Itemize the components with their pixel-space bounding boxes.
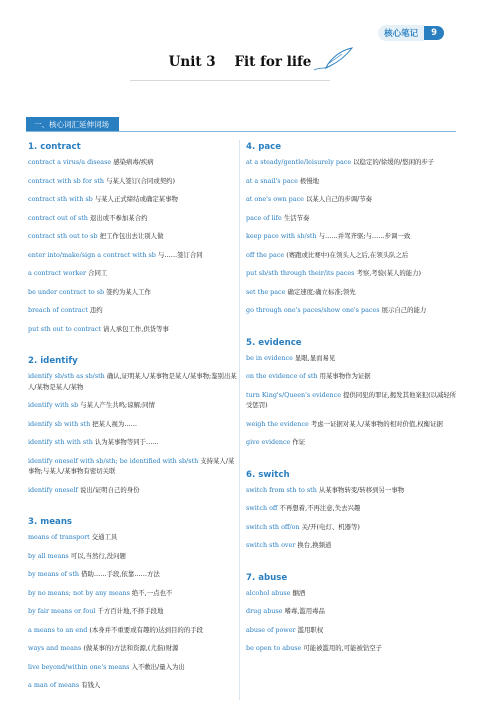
phrase-entry (246, 606, 462, 617)
phrase-entry (28, 419, 240, 430)
phrase-chinese: 有钱人 (81, 681, 101, 689)
phrase-chinese: 考虑一证据对某人/某事物的相对价值,权衡证据 (310, 419, 443, 428)
phrase-chinese: 换台,换频道 (297, 541, 332, 549)
phrase-entry (246, 540, 462, 551)
phrase-english: live beyond/within one's means (28, 662, 132, 671)
section-divider (26, 131, 456, 132)
phrase-chinese: (本身并不重要或有趣的)达到目的的手段 (89, 625, 203, 634)
phrase-entry (28, 456, 240, 477)
phrase-entry (246, 625, 462, 636)
phrase-english: a means to an end (28, 625, 90, 634)
phrase-chinese: 感染病毒/疾病 (113, 158, 154, 166)
entry-group-title: 4. pace (246, 142, 282, 152)
header-label: 核心笔记 (378, 25, 424, 41)
phrase-entry (28, 305, 240, 316)
phrase-entry (28, 176, 240, 187)
phrase-chinese: 提供同犯的罪证,揭发其他案犯(以减轻所受惩罚) (246, 390, 457, 409)
phrase-english: be in evidence (246, 353, 295, 362)
phrase-chinese: 支持某人/某事物;与某人/某事物有密切关联 (28, 456, 235, 475)
phrase-english: means of transport (28, 533, 92, 541)
phrase-entry (246, 250, 462, 261)
phrase-entry (28, 400, 240, 411)
phrase-entry (28, 662, 240, 673)
phrase-english: on the evidence of sth (246, 372, 320, 380)
phrase-chinese: 从某事物转变/转移到另一事物 (318, 485, 405, 494)
phrase-english: by means of sth (28, 570, 82, 578)
phrase-chinese: (赛跑或比赛中)在领头人之后,在领头队之后 (286, 250, 409, 259)
phrase-english: a contract worker (28, 269, 89, 277)
phrase-chinese: 生活节奏 (283, 213, 310, 222)
phrase-english: switch sth off/on (246, 522, 302, 531)
phrase-chinese: 滥用职权 (297, 625, 324, 634)
phrase-entry (246, 437, 462, 448)
phrase-english: contract with sb for sth (28, 176, 107, 185)
phrase-entry (28, 588, 240, 599)
phrase-english: identify sb with sth (28, 419, 93, 428)
phrase-chinese: 签约为某人工作 (106, 287, 151, 296)
phrase-chinese: 确定速度;确立标准;领先 (287, 287, 356, 296)
phrase-chinese: 把工作包出去让别人做 (99, 232, 164, 240)
phrase-entry (246, 287, 462, 298)
title-underline (130, 80, 330, 81)
phrase-chinese: 与某人正式缔结或确定某事物 (94, 195, 178, 203)
phrase-english: contract sth with sb (28, 195, 95, 203)
entry-group-title: 1. contract (28, 142, 81, 152)
page-header-tab (378, 24, 444, 41)
phrase-chinese: 以稳定的/徐缓的/悠闲的步子 (353, 158, 435, 166)
phrase-entry (28, 213, 240, 224)
phrase-entry (28, 231, 240, 242)
phrase-chinese: 确认,证明某人/某事物是某人/某事物;鉴别出某人/某物是某人/某物 (28, 372, 237, 391)
phrase-english: at one's own pace (246, 195, 306, 203)
phrase-entry (246, 194, 462, 205)
entry-group-title: 2. identify (28, 356, 78, 366)
phrase-english: contract out of sth (28, 213, 90, 222)
phrase-english: identify sth with sth (28, 438, 95, 446)
phrase-chinese: 与……签订合同 (157, 250, 203, 259)
phrase-chinese: 与某人签订(合同或契约) (106, 176, 175, 185)
phrase-entry (246, 176, 462, 187)
phrase-entry (28, 157, 240, 168)
phrase-entry (246, 485, 462, 496)
phrase-english: switch from sth to sth (246, 485, 319, 494)
phrase-chinese: 不再想着,不再注意,失去兴趣 (279, 504, 361, 512)
phrase-english: switch sth over (246, 541, 298, 549)
phrase-english: abuse of power (246, 625, 298, 634)
entry-group-title: 5. evidence (246, 337, 302, 348)
phrase-chinese: 关/开(电灯、机器等) (301, 522, 360, 531)
phrase-chinese: 退出或不参加某合约 (89, 213, 148, 222)
phrase-chinese: 与某人产生共鸣;谅解;同情 (80, 401, 155, 409)
entry-group-title: 7. abuse (246, 572, 288, 583)
phrase-entry (28, 287, 240, 298)
phrase-english: identify oneself with sb/sth; be identified with sb/sth (28, 456, 201, 465)
quill-icon (312, 46, 354, 72)
phrase-entry (28, 485, 240, 496)
phrase-entry (246, 371, 462, 382)
phrase-chinese: 认为某事物等同于…… (94, 438, 159, 446)
phrase-entry (28, 606, 240, 617)
phrase-chinese: 合同工 (88, 269, 108, 277)
phrase-chinese: 借助……手段,依靠……方法 (81, 570, 160, 578)
phrase-english: keep pace with sb/sth (246, 232, 319, 240)
phrase-entry (246, 522, 462, 533)
phrase-entry (28, 194, 240, 205)
phrase-chinese: 以某人自己的步调/节奏 (305, 195, 373, 203)
section-heading: 一、核心词汇延伸词场 (26, 117, 119, 132)
phrase-english: give evidence (246, 438, 293, 446)
phrase-entry (246, 390, 462, 411)
phrase-entry (246, 353, 462, 364)
phrase-entry (246, 213, 462, 224)
phrase-entry (246, 503, 462, 514)
group-gap (246, 324, 462, 338)
phrase-english: by all means (28, 551, 71, 560)
phrase-entry (246, 588, 462, 599)
phrase-chinese: 酗酒 (292, 588, 306, 597)
phrase-english: weigh the evidence (246, 419, 311, 428)
left-column (28, 142, 240, 699)
phrase-entry (246, 643, 462, 654)
group-gap (246, 456, 462, 470)
phrase-english: alcohol abuse (246, 588, 293, 597)
phrase-english: set the pace (246, 287, 288, 296)
phrase-entry (28, 437, 240, 448)
phrase-english: be under contract to sb (28, 287, 107, 296)
entry-group-title: 3. means (28, 517, 73, 527)
phrase-chinese: 绝不,一点也不 (131, 588, 173, 597)
phrase-english: put sb/sth through their/its paces (246, 269, 357, 277)
phrase-chinese: 把某人视为…… (92, 419, 138, 428)
phrase-chinese: 可能被滥用的,可能被钻空子 (303, 644, 383, 652)
phrase-entry (28, 569, 240, 580)
right-column (246, 142, 462, 662)
unit-title: Unit 3 Fit for life (168, 54, 312, 70)
phrase-english: drug abuse (246, 607, 285, 615)
page-number: 9 (424, 26, 444, 40)
entry-group-title: 6. switch (246, 469, 290, 480)
phrase-chinese: 可以,当然行,没问题 (70, 551, 126, 560)
phrase-english: breach of contract (28, 306, 90, 314)
phrase-chinese: 用某事物作为证据 (319, 372, 371, 380)
phrase-chinese: 作证 (292, 438, 306, 446)
phrase-english: be open to abuse (246, 644, 304, 652)
phrase-chinese: (做某事的)方法和资源,(尤指)财源 (83, 644, 179, 652)
phrase-english: switch off (246, 504, 280, 512)
phrase-english: identify sb/sth as sb/sth (28, 372, 107, 380)
phrase-entry (28, 551, 240, 562)
phrase-entry (28, 625, 240, 636)
phrase-english: at a steady/gentle/leisurely pace (246, 158, 354, 166)
phrase-entry (246, 268, 462, 279)
phrase-english: off the pace (246, 250, 287, 259)
phrase-english: by fair means or foul (28, 607, 98, 615)
phrase-english: by no means; not by any means (28, 588, 132, 597)
phrase-english: go through one's paces/show one's paces (246, 306, 382, 314)
phrase-chinese: 与……并驾齐驱;与……步调一致 (318, 232, 411, 240)
group-gap (28, 342, 240, 356)
group-gap (28, 503, 240, 517)
phrase-chinese: 显眼,显而易见 (294, 353, 336, 362)
phrase-english: ways and means (28, 644, 84, 652)
phrase-entry (246, 231, 462, 242)
phrase-entry (28, 250, 240, 261)
phrase-chinese: 违约 (89, 306, 103, 314)
group-gap (246, 559, 462, 573)
phrase-entry (246, 157, 462, 168)
phrase-chinese: 考察,考验(某人的能力) (356, 269, 422, 277)
phrase-chinese: 嗜毒,滥用毒品 (284, 607, 325, 615)
phrase-english: contract sth out to sb (28, 232, 100, 240)
phrase-chinese: 入不敷出/量入为出 (131, 662, 185, 671)
phrase-english: identify oneself (28, 485, 80, 494)
phrase-chinese: 千方百计地,不择手段地 (97, 607, 164, 615)
phrase-chinese: 展示自己的能力 (381, 306, 427, 314)
phrase-english: identify with sb (28, 401, 81, 409)
phrase-chinese: 交通工具 (91, 533, 118, 541)
phrase-chinese: 请人承包工作,供货等事 (102, 324, 169, 333)
phrase-english: at a snail's pace (246, 176, 300, 185)
phrase-english: pace of life (246, 213, 284, 222)
phrase-english: enter into/make/sign a contract with sb (28, 250, 158, 259)
phrase-english: a man of means (28, 681, 82, 689)
phrase-english: turn King's/Queen's evidence (246, 390, 344, 399)
phrase-entry (28, 371, 240, 392)
phrase-entry (28, 268, 240, 279)
phrase-entry (28, 532, 240, 543)
phrase-entry (246, 305, 462, 316)
phrase-chinese: 说出/证明自己的身份 (79, 485, 140, 494)
phrase-english: put sth out to contract (28, 324, 103, 333)
phrase-entry (28, 324, 240, 335)
phrase-chinese: 极慢地 (299, 176, 320, 185)
phrase-entry (246, 419, 462, 430)
phrase-english: contract a virus/a disease (28, 158, 114, 166)
phrase-entry (28, 643, 240, 654)
phrase-entry (28, 680, 240, 691)
